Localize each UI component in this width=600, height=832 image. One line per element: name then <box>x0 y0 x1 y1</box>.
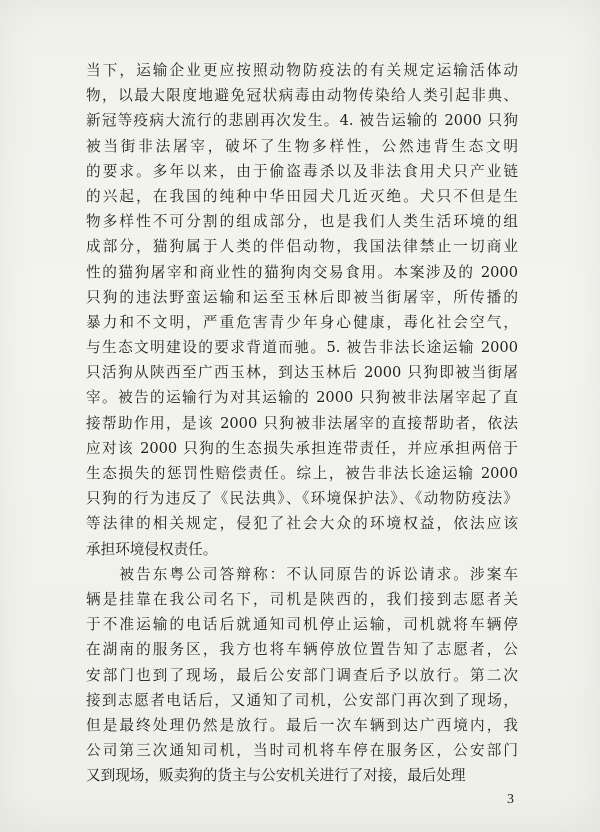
page-number: 3 <box>507 792 514 807</box>
text-line: 宰。被告的运输行为对其运输的 2000 只狗被非法屠宰起了直 <box>86 389 518 407</box>
text-line: 辆是挂靠在我公司名下，司机是陕西的，我们接到志愿者关 <box>86 590 518 608</box>
text-line: 物多样性不可分割的组成部分，也是我们人类生活环境的组 <box>86 213 518 231</box>
text-line: 被当街非法屠宰，破坏了生物多样性，公然违背生态文明 <box>86 137 518 155</box>
text-line: 安部门也到了现场，最后公安部门调查后予以放行。第二次 <box>86 666 518 684</box>
text-line: 的要求。多年以来，由于偷盗毒杀以及非法食用犬只产业链 <box>86 162 518 180</box>
text-line: 接到志愿者电话后，又通知了司机，公安部门再次到了现场， <box>86 691 518 709</box>
text-line: 但是最终处理仍然是放行。最后一次车辆到达广西境内，我 <box>86 716 518 734</box>
text-line: 于不准运输的电话后就通知司机停止运输，司机就将车辆停 <box>86 616 518 634</box>
document-body <box>86 58 518 788</box>
text-line: 暴力和不文明，严重危害青少年身心健康，毒化社会空气， <box>86 313 518 331</box>
text-line: 等法律的相关规定，侵犯了社会大众的环境权益，依法应该 <box>86 515 518 533</box>
text-line: 与生态文明建设的要求背道而驰。5. 被告非法长途运输 2000 <box>86 339 518 357</box>
text-line: 的兴起，在我国的纯种中华田园犬几近灭绝。犬只不但是生 <box>86 187 518 205</box>
text-line: 承担环境侵权责任。 <box>86 540 218 558</box>
text-line: 成部分，猫狗属于人类的伴侣动物，我国法律禁止一切商业 <box>86 238 518 256</box>
text-line: 被告东粤公司答辩称：不认同原告的诉讼请求。涉案车 <box>86 565 518 583</box>
text-line: 只狗的违法野蛮运输和运至玉林后即被当街屠宰，所传播的 <box>86 288 518 306</box>
text-line: 在湖南的服务区，我方也将车辆停放位置告知了志愿者，公 <box>86 641 518 659</box>
paragraph <box>86 58 518 562</box>
text-line: 公司第三次通知司机，当时司机将车停在服务区，公安部门 <box>86 742 518 760</box>
text-line: 只狗的行为违反了《民法典》、《环境保护法》、《动物防疫法》 <box>86 490 518 508</box>
text-line: 接帮助作用，是该 2000 只狗被非法屠宰的直接帮助者，依法 <box>86 414 518 432</box>
text-line: 又到现场，贩卖狗的货主与公安机关进行了对接，最后处理 <box>86 767 466 785</box>
text-line: 只活狗从陕西至广西玉林，到达玉林后 2000 只狗即被当街屠 <box>86 364 518 382</box>
text-line: 生态损失的惩罚性赔偿责任。综上，被告非法长途运输 2000 <box>86 465 518 482</box>
text-line: 应对该 2000 只狗的生态损失承担连带责任，并应承担两倍于 <box>86 439 518 457</box>
text-line: 性的猫狗屠宰和商业性的猫狗肉交易食用。本案涉及的 2000 <box>86 263 518 281</box>
text-line: 当下，运输企业更应按照动物防疫法的有关规定运输活体动 <box>86 62 518 79</box>
text-line: 物，以最大限度地避免冠状病毒由动物传染给人类引起非典、 <box>86 87 518 105</box>
text-line: 新冠等疫病大流行的悲剧再次发生。4. 被告运输的 2000 只狗 <box>86 112 518 130</box>
paragraph <box>86 562 518 789</box>
